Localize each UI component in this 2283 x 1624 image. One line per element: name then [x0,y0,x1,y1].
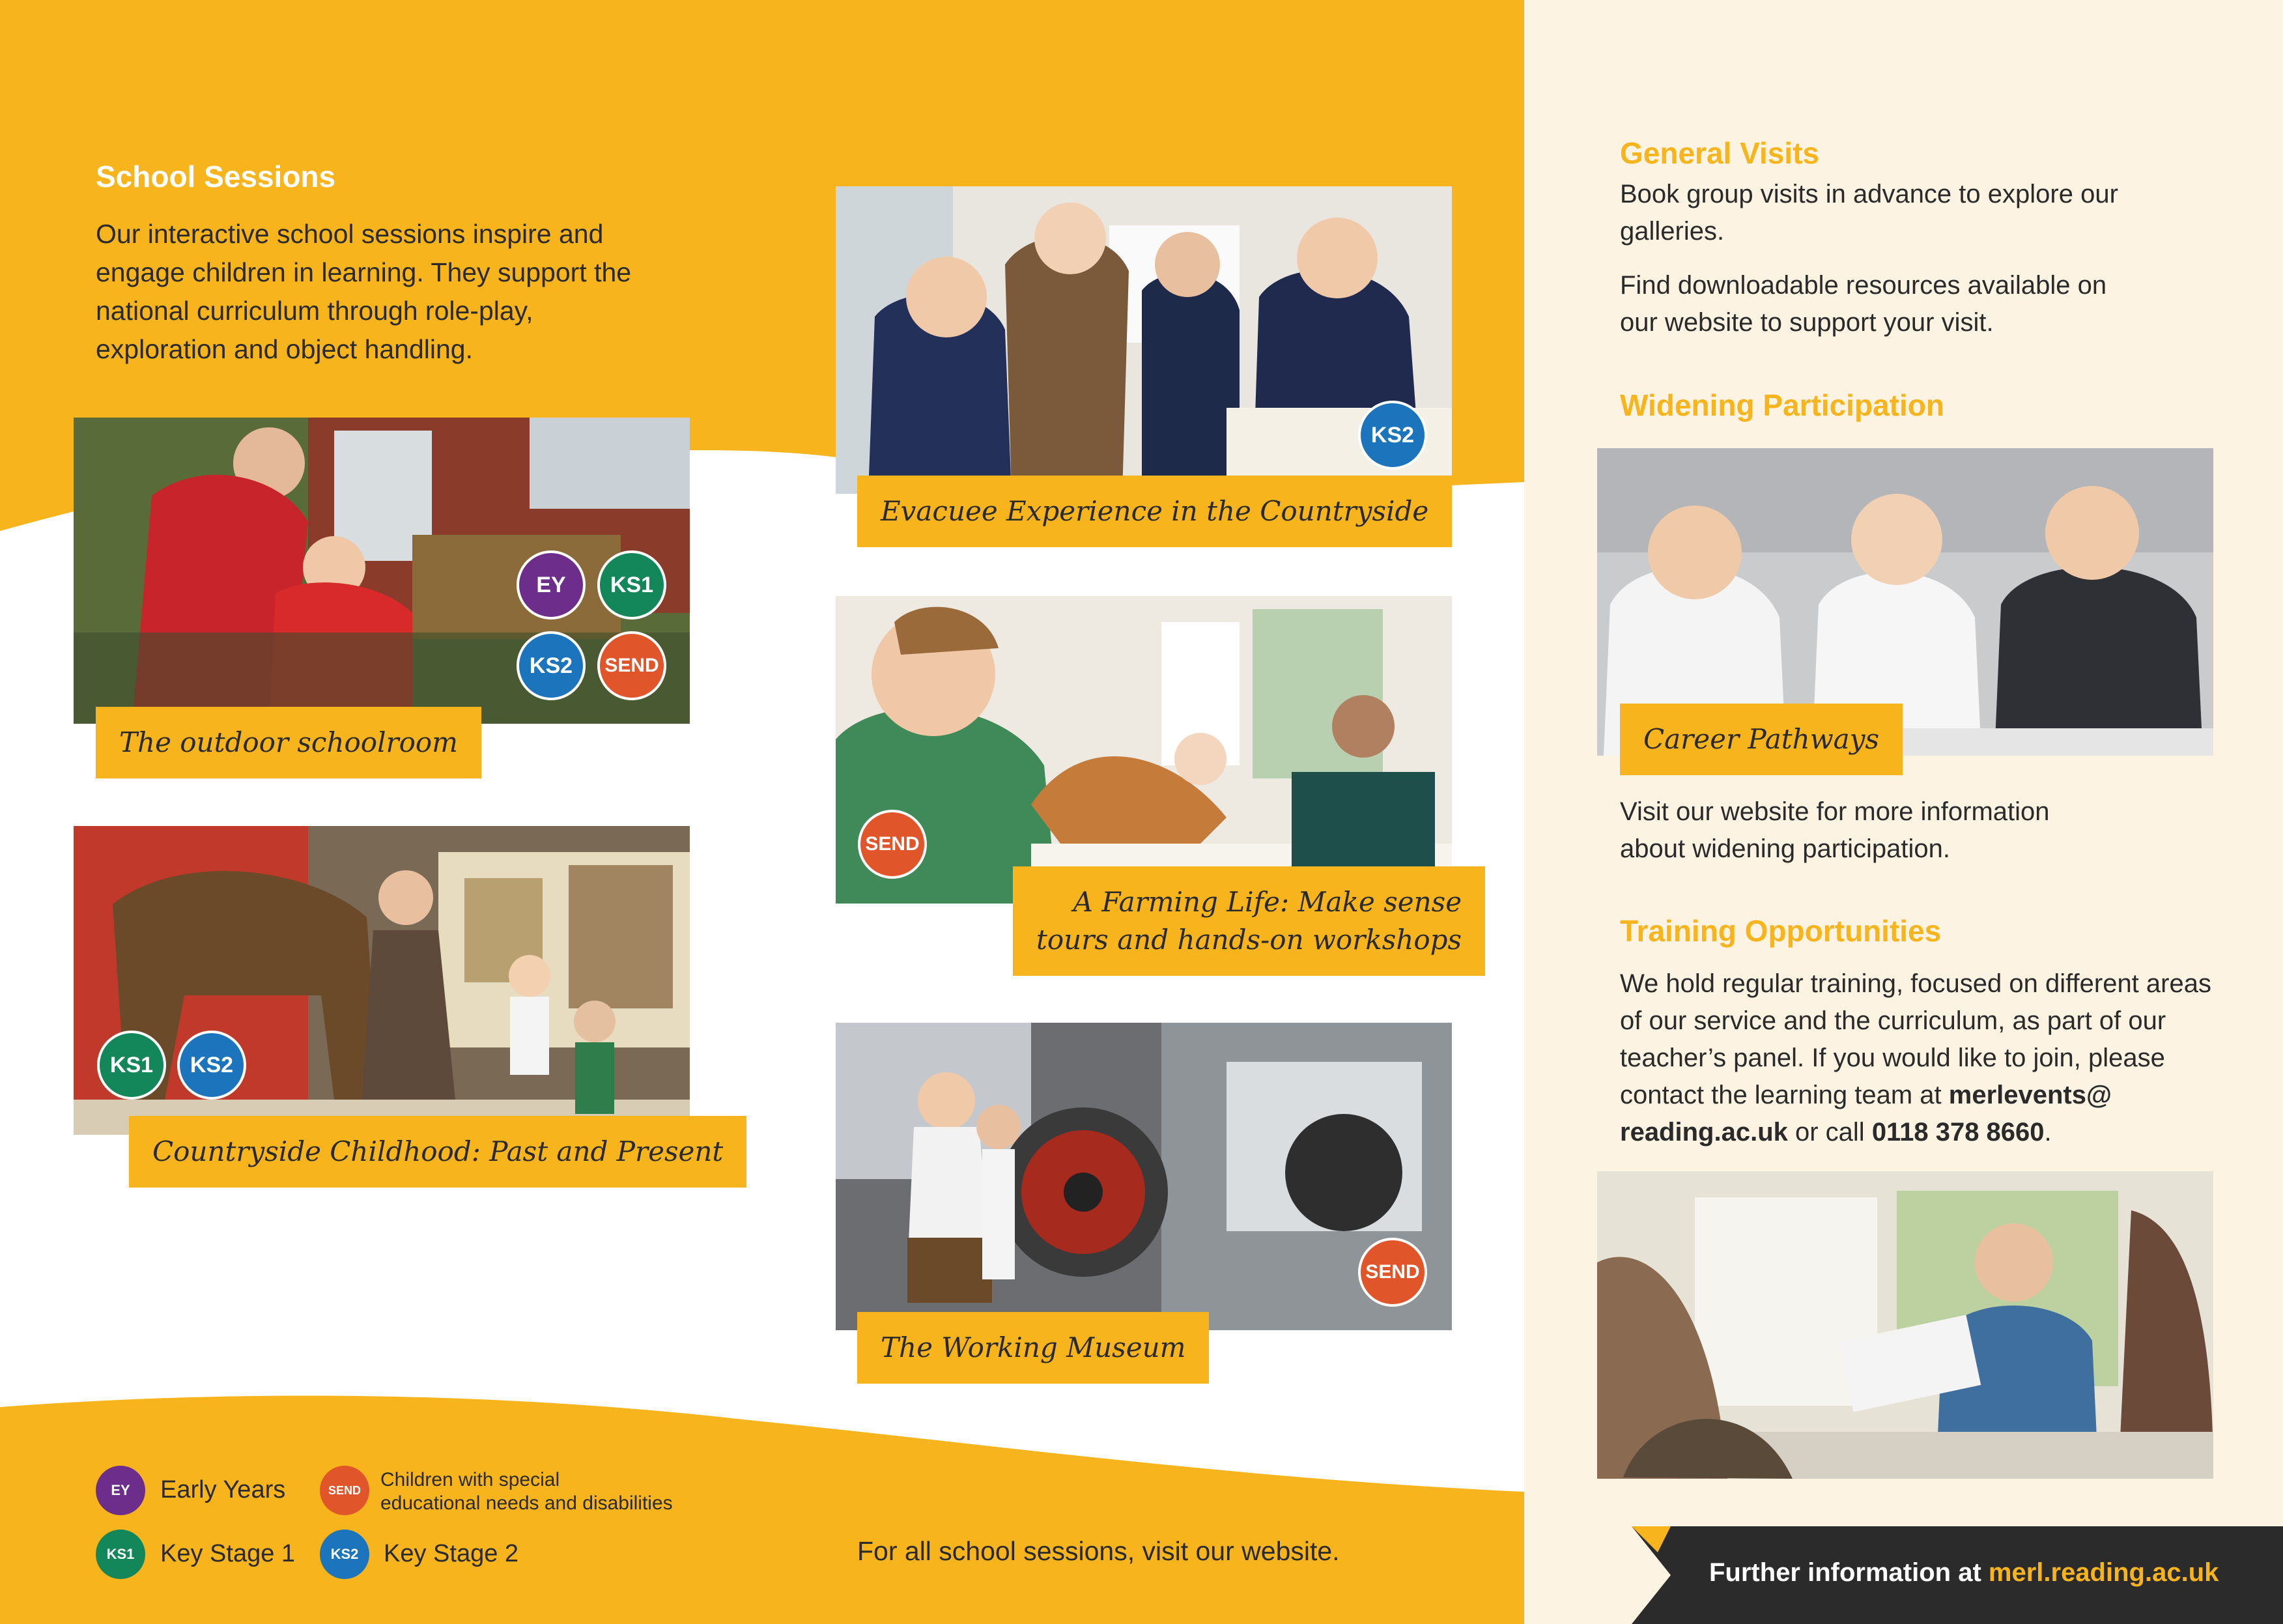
training-opportunities-text [1620,965,2219,1151]
legend-label-send-line2: educational needs and disabilities [380,1492,673,1514]
legend-badge-ks2: KS2 [320,1530,369,1579]
session-title-farming-line2: tours and hands-on workshops [1036,924,1462,956]
career-pathways-caption: Career Pathways [1620,704,1903,775]
legend-label-ks2: Key Stage 2 [384,1540,519,1567]
session-title-countryside-childhood: Countryside Childhood: Past and Present [129,1116,746,1188]
badge-send: SEND [597,631,666,700]
badge-ks2: KS2 [177,1031,246,1100]
training-phone: 0118 378 8660 [1871,1118,2045,1147]
photo-workshop-icon [836,596,1452,904]
photo-training-icon [1597,1171,2213,1479]
badge-ks2: KS2 [1358,401,1427,470]
legend-label-send [380,1468,771,1515]
website-link[interactable]: merl.reading.ac.uk [1988,1558,2219,1587]
general-visits-text-1: Book group visits in advance to explore our galleries. [1620,180,2118,246]
badge-ks1: KS1 [597,550,666,620]
photo-machinery-icon [836,1023,1452,1330]
general-visits-text-2: Find downloadable resources available on our website to support your visit. [1620,271,2107,337]
badge-ey: EY [517,550,586,620]
legend-label-ks1: Key Stage 1 [160,1540,296,1567]
session-title-working-museum: The Working Museum [857,1312,1209,1384]
badge-send: SEND [1358,1238,1427,1307]
session-title-outdoor: The outdoor schoolroom [96,707,481,778]
training-text-end: . [2044,1118,2052,1147]
badge-ks2: KS2 [517,631,586,700]
badge-ks1: KS1 [97,1031,166,1100]
badge-send: SEND [858,810,927,879]
training-opportunities-title: Training Opportunities [1620,914,1942,948]
session-title-evacuee: Evacuee Experience in the Countryside [857,476,1452,547]
legend-label-send-line1: Children with special [380,1469,560,1490]
legend-badge-ks1: KS1 [96,1530,145,1579]
further-info-label: Further information at [1709,1558,1989,1587]
training-text-mid: or call [1787,1118,1872,1147]
general-visits-title: General Visits [1620,136,1819,170]
school-sessions-title: School Sessions [96,160,336,193]
widening-participation-text: Visit our website for more information about widening participation. [1620,797,2050,863]
photo-outdoor-icon [74,418,690,724]
training-email-link[interactable]: merlevents@ reading.ac.uk [1620,1081,2112,1147]
photo-classroom-icon [836,186,1452,494]
training-text-start: We hold regular training, focused on different areas of our service and the curriculum, as part of our teacher’s panel. If you would like to join, please contact the learning team at [1620,969,2211,1109]
session-title-farming-line1: A Farming Life: Make sense [1073,886,1462,918]
legend-label-ey: Early Years [160,1476,286,1503]
school-sessions-website-note: For all school sessions, visit our website. [857,1536,1340,1566]
session-title-farming-life [1013,866,1485,976]
legend-badge-send: SEND [320,1466,369,1515]
photo-gallery-icon [74,826,690,1135]
school-sessions-intro: Our interactive school sessions inspire and engage children in learning. They support the national curriculum through role-play, exploration and object handling. [96,219,632,364]
widening-participation-title: Widening Participation [1620,388,1944,422]
further-information [1709,1558,2219,1588]
info-panel [1524,0,2283,1624]
legend-badge-ey: EY [96,1466,145,1515]
